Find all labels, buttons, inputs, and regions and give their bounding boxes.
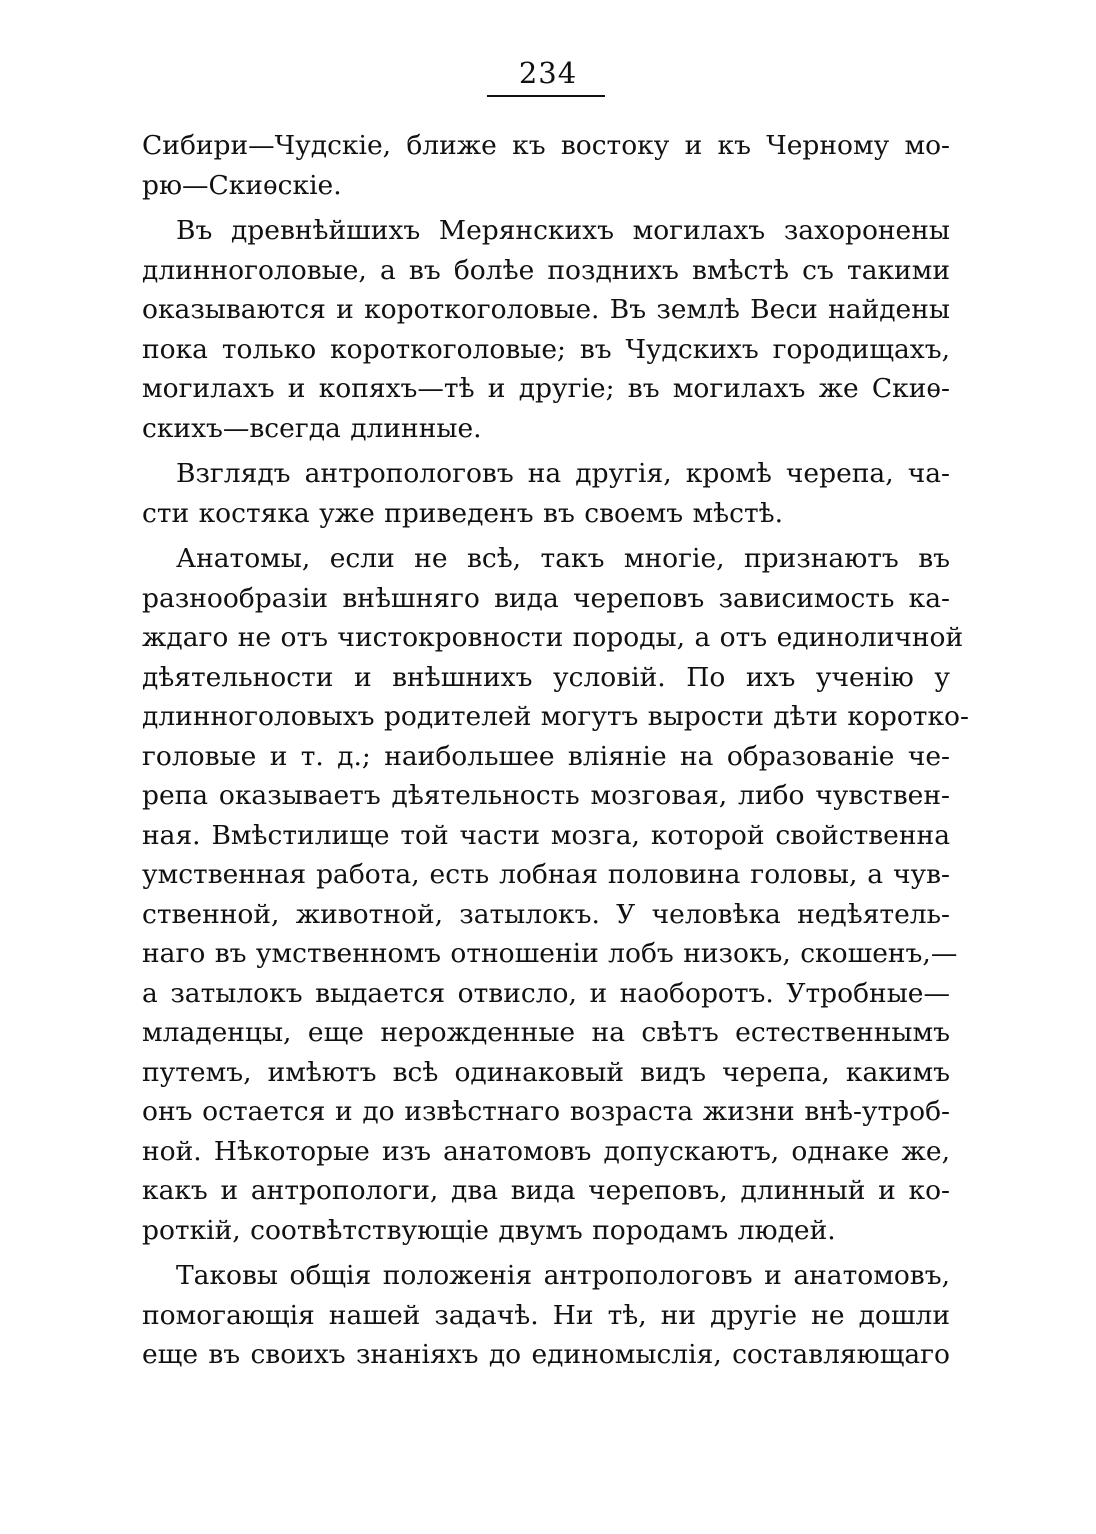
page-number: 234 <box>518 56 578 90</box>
text-line: репа оказываетъ дѣятельность мозговая, либо чувствен- <box>142 780 950 811</box>
text-line: наго въ умственномъ отношенiи лобъ низокъ, скошенъ,— <box>142 938 958 969</box>
text-line: Таковы общiя положенiя антропологовъ и анатомовъ, <box>176 1260 950 1291</box>
text-line: Въ древнѣйшихъ Мерянскихъ могилахъ захоронены <box>176 215 950 246</box>
text-line: головые и т. д.; наибольшее влiянiе на образованiе че- <box>142 740 950 772</box>
page-number-rule <box>487 95 605 97</box>
text-line: разнообразiи внѣшняго вида череповъ зависимость ка- <box>142 582 950 614</box>
text-line: Сибири—Чудскiе, ближе къ востоку и къ Черному мо- <box>142 130 950 161</box>
text-line: помогающiя нашей задачѣ. Ни тѣ, ни другiе не дошли <box>142 1299 950 1331</box>
text-line: ной. Нѣкоторые изъ анатомовъ допускаютъ, однаке же, <box>142 1135 950 1167</box>
paragraph <box>142 126 950 205</box>
text-line: оказываются и короткоголовые. Въ землѣ Веси найдены <box>142 294 950 325</box>
text-line: могилахъ и копяхъ—тѣ и другiе; въ могилахъ же Скиѳ- <box>142 373 950 404</box>
text-line: ждаго не отъ чистокровности породы, а отъ единоличной <box>142 622 964 653</box>
paragraph <box>142 211 950 448</box>
text-line: младенцы, еще нерожденные на свѣтъ естественнымъ <box>142 1017 950 1048</box>
text-line: ственной, животной, затылокъ. У человѣка недѣятель- <box>142 898 950 930</box>
text-line: длинноголовые, а въ болѣе позднихъ вмѣстѣ съ такими <box>142 254 950 286</box>
text-line: Взглядъ антропологовъ на другiя, кромѣ черепа, ча- <box>176 458 950 489</box>
text-line: длинноголовыхъ родителей могутъ вырости дѣти коротко- <box>142 701 969 732</box>
text-line: онъ остается и до извѣстнаго возраста жизни внѣ-утроб- <box>142 1096 950 1127</box>
body-text <box>142 126 969 1375</box>
text-line: сти костяка уже приведенъ въ своемъ мѣстѣ. <box>142 497 784 529</box>
text-line: скихъ—всегда длинные. <box>142 412 482 444</box>
text-line: ная. Вмѣстилище той части мозга, которой свойственна <box>142 819 950 851</box>
text-line: а затылокъ выдается отвисло, и наоборотъ. Утробные— <box>142 977 950 1009</box>
text-line: Анатомы, если не всѣ, такъ многiе, признаютъ въ <box>176 543 950 574</box>
text-line: какъ и антропологи, два вида череповъ, длинный и ко- <box>142 1175 950 1206</box>
text-line: умственная работа, есть лобная половина головы, а чув- <box>142 859 950 890</box>
paragraph <box>142 539 969 1250</box>
paragraph <box>142 454 950 533</box>
text-line: путемъ, имѣютъ всѣ одинаковый видъ черепа, какимъ <box>142 1056 950 1088</box>
paragraph <box>142 1256 950 1375</box>
text-line: рю—Скиѳскiе. <box>142 169 342 201</box>
text-line: пока только короткоголовые; въ Чудскихъ городищахъ, <box>142 333 950 365</box>
text-line: еще въ своихъ знанiяхъ до единомыслiя, составляющаго <box>142 1339 950 1370</box>
text-line: роткiй, соотвѣтствующiе двумъ породамъ людей. <box>142 1214 836 1246</box>
text-line: дѣятельности и внѣшнихъ условiй. По ихъ ученiю у <box>142 661 950 693</box>
